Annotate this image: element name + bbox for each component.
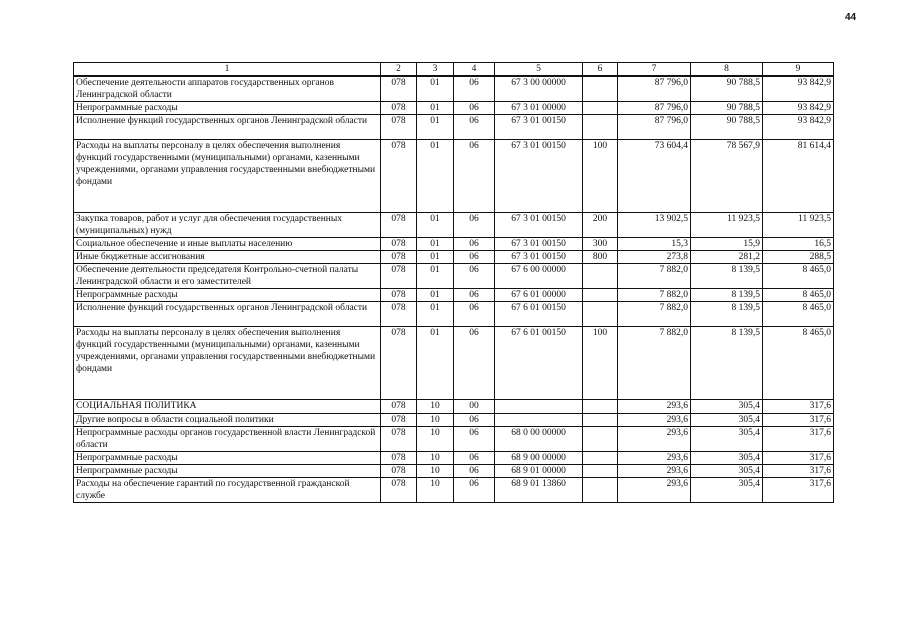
row-name: Расходы на выплаты персоналу в целях обеспечения выполнения функций государственными (муниципальными) органами, казенными учреждениями, органами управления государственными внебюджетными фондами (74, 327, 381, 400)
col-3-cell: 10 (417, 400, 454, 414)
col-7-cell: 7 882,0 (618, 327, 691, 400)
table-row (74, 414, 834, 427)
col-3-cell: 10 (417, 465, 454, 478)
col-3-cell: 10 (417, 478, 454, 503)
table-body (74, 76, 834, 503)
col-9-cell: 8 465,0 (763, 302, 834, 327)
col-9-cell: 11 923,5 (763, 213, 834, 238)
col-6-cell (583, 414, 618, 427)
col-6-cell (583, 102, 618, 115)
col-6-cell (583, 427, 618, 452)
row-name: Исполнение функций государственных органов Ленинградской области (74, 302, 381, 327)
col-4-cell: 06 (454, 289, 495, 302)
col-2-cell: 078 (381, 465, 417, 478)
col-4-cell: 06 (454, 76, 495, 102)
row-name: Непрограммные расходы (74, 102, 381, 115)
col-7-cell: 7 882,0 (618, 264, 691, 289)
col-3-cell: 10 (417, 414, 454, 427)
col-7-cell: 293,6 (618, 478, 691, 503)
col-2-cell: 078 (381, 102, 417, 115)
col-2-cell: 078 (381, 400, 417, 414)
row-name: Расходы на обеспечение гарантий по государственной гражданской службе (74, 478, 381, 503)
table-row (74, 327, 834, 400)
col-5-cell: 67 3 01 00150 (495, 251, 583, 264)
col-9-cell: 317,6 (763, 427, 834, 452)
header-row (74, 63, 834, 77)
col-3-cell: 01 (417, 115, 454, 140)
col-6-cell: 800 (583, 251, 618, 264)
col-8-cell: 8 139,5 (691, 264, 763, 289)
table-header (74, 63, 834, 77)
col-6-cell (583, 289, 618, 302)
table-row (74, 238, 834, 251)
col-5-cell: 67 3 01 00150 (495, 238, 583, 251)
header-col-4: 4 (454, 63, 495, 77)
col-8-cell: 78 567,9 (691, 140, 763, 213)
col-6-cell (583, 452, 618, 465)
col-3-cell: 10 (417, 452, 454, 465)
col-3-cell: 01 (417, 213, 454, 238)
table-row (74, 140, 834, 213)
col-9-cell: 93 842,9 (763, 102, 834, 115)
table-row (74, 264, 834, 289)
table-row (74, 115, 834, 140)
col-8-cell: 15,9 (691, 238, 763, 251)
col-4-cell: 00 (454, 400, 495, 414)
col-6-cell: 100 (583, 327, 618, 400)
col-3-cell: 01 (417, 327, 454, 400)
table-row (74, 251, 834, 264)
col-9-cell: 317,6 (763, 465, 834, 478)
col-2-cell: 078 (381, 140, 417, 213)
col-6-cell (583, 465, 618, 478)
col-7-cell: 293,6 (618, 465, 691, 478)
header-col-6: 6 (583, 63, 618, 77)
col-6-cell (583, 76, 618, 102)
col-7-cell: 293,6 (618, 452, 691, 465)
col-9-cell: 93 842,9 (763, 115, 834, 140)
col-8-cell: 90 788,5 (691, 102, 763, 115)
header-col-9: 9 (763, 63, 834, 77)
col-4-cell: 06 (454, 465, 495, 478)
col-8-cell: 11 923,5 (691, 213, 763, 238)
col-9-cell: 317,6 (763, 478, 834, 503)
row-name: Обеспечение деятельности аппаратов государственных органов Ленинградской области (74, 76, 381, 102)
table-row (74, 427, 834, 452)
col-2-cell: 078 (381, 213, 417, 238)
col-3-cell: 10 (417, 427, 454, 452)
row-name: Непрограммные расходы органов государственной власти Ленинградской области (74, 427, 381, 452)
row-name: Расходы на выплаты персоналу в целях обеспечения выполнения функций государственными (муниципальными) органами, казенными учреждениями, органами управления государственными внебюджетными фондами (74, 140, 381, 213)
col-7-cell: 73 604,4 (618, 140, 691, 213)
col-7-cell: 293,6 (618, 414, 691, 427)
col-8-cell: 305,4 (691, 414, 763, 427)
page-number: 44 (845, 12, 857, 23)
header-col-5: 5 (495, 63, 583, 77)
col-7-cell: 87 796,0 (618, 115, 691, 140)
col-2-cell: 078 (381, 264, 417, 289)
table-row (74, 213, 834, 238)
col-9-cell: 93 842,9 (763, 76, 834, 102)
col-3-cell: 01 (417, 238, 454, 251)
col-5-cell (495, 414, 583, 427)
col-9-cell: 8 465,0 (763, 289, 834, 302)
col-9-cell: 81 614,4 (763, 140, 834, 213)
col-9-cell: 288,5 (763, 251, 834, 264)
col-8-cell: 8 139,5 (691, 289, 763, 302)
col-6-cell (583, 115, 618, 140)
col-8-cell: 8 139,5 (691, 327, 763, 400)
col-9-cell: 317,6 (763, 414, 834, 427)
col-2-cell: 078 (381, 427, 417, 452)
col-8-cell: 305,4 (691, 427, 763, 452)
col-2-cell: 078 (381, 251, 417, 264)
table-row (74, 465, 834, 478)
col-9-cell: 8 465,0 (763, 327, 834, 400)
col-7-cell: 7 882,0 (618, 302, 691, 327)
col-2-cell: 078 (381, 238, 417, 251)
col-7-cell: 293,6 (618, 400, 691, 414)
col-8-cell: 305,4 (691, 465, 763, 478)
col-2-cell: 078 (381, 76, 417, 102)
row-name: СОЦИАЛЬНАЯ ПОЛИТИКА (74, 400, 381, 414)
col-5-cell: 67 3 01 00000 (495, 102, 583, 115)
col-6-cell: 300 (583, 238, 618, 251)
row-name: Непрограммные расходы (74, 452, 381, 465)
table-row (74, 400, 834, 414)
col-3-cell: 01 (417, 140, 454, 213)
col-7-cell: 273,8 (618, 251, 691, 264)
row-name: Другие вопросы в области социальной политики (74, 414, 381, 427)
col-2-cell: 078 (381, 414, 417, 427)
col-8-cell: 305,4 (691, 478, 763, 503)
col-8-cell: 90 788,5 (691, 115, 763, 140)
col-7-cell: 15,3 (618, 238, 691, 251)
col-4-cell: 06 (454, 251, 495, 264)
col-4-cell: 06 (454, 327, 495, 400)
col-4-cell: 06 (454, 213, 495, 238)
col-2-cell: 078 (381, 289, 417, 302)
table-row (74, 478, 834, 503)
col-4-cell: 06 (454, 478, 495, 503)
col-6-cell (583, 302, 618, 327)
col-8-cell: 305,4 (691, 400, 763, 414)
col-4-cell: 06 (454, 452, 495, 465)
row-name: Исполнение функций государственных органов Ленинградской области (74, 115, 381, 140)
col-4-cell: 06 (454, 102, 495, 115)
col-5-cell: 67 3 01 00150 (495, 140, 583, 213)
col-3-cell: 01 (417, 76, 454, 102)
col-5-cell: 67 3 01 00150 (495, 115, 583, 140)
col-5-cell (495, 400, 583, 414)
col-5-cell: 67 3 00 00000 (495, 76, 583, 102)
col-9-cell: 317,6 (763, 452, 834, 465)
col-4-cell: 06 (454, 427, 495, 452)
col-3-cell: 01 (417, 251, 454, 264)
col-7-cell: 13 902,5 (618, 213, 691, 238)
row-name: Иные бюджетные ассигнования (74, 251, 381, 264)
col-9-cell: 16,5 (763, 238, 834, 251)
table-row (74, 302, 834, 327)
col-4-cell: 06 (454, 140, 495, 213)
col-7-cell: 7 882,0 (618, 289, 691, 302)
header-col-2: 2 (381, 63, 417, 77)
col-9-cell: 8 465,0 (763, 264, 834, 289)
col-7-cell: 87 796,0 (618, 102, 691, 115)
col-5-cell: 68 0 00 00000 (495, 427, 583, 452)
col-5-cell: 67 6 01 00150 (495, 302, 583, 327)
header-col-7: 7 (618, 63, 691, 77)
col-8-cell: 305,4 (691, 452, 763, 465)
col-4-cell: 06 (454, 302, 495, 327)
col-5-cell: 67 3 01 00150 (495, 213, 583, 238)
table-row (74, 76, 834, 102)
col-6-cell: 100 (583, 140, 618, 213)
col-2-cell: 078 (381, 452, 417, 465)
col-7-cell: 87 796,0 (618, 76, 691, 102)
col-7-cell: 293,6 (618, 427, 691, 452)
col-8-cell: 90 788,5 (691, 76, 763, 102)
col-5-cell: 68 9 00 00000 (495, 452, 583, 465)
budget-table (73, 62, 834, 503)
col-3-cell: 01 (417, 102, 454, 115)
col-6-cell (583, 400, 618, 414)
col-3-cell: 01 (417, 289, 454, 302)
row-name: Социальное обеспечение и иные выплаты населению (74, 238, 381, 251)
col-2-cell: 078 (381, 115, 417, 140)
col-6-cell: 200 (583, 213, 618, 238)
row-name: Непрограммные расходы (74, 289, 381, 302)
col-5-cell: 67 6 00 00000 (495, 264, 583, 289)
col-5-cell: 67 6 01 00000 (495, 289, 583, 302)
col-6-cell (583, 478, 618, 503)
row-name: Обеспечение деятельности председателя Контрольно-счетной палаты Ленинградской области и его заместителей (74, 264, 381, 289)
col-5-cell: 67 6 01 00150 (495, 327, 583, 400)
header-col-8: 8 (691, 63, 763, 77)
col-3-cell: 01 (417, 264, 454, 289)
header-col-3: 3 (417, 63, 454, 77)
col-2-cell: 078 (381, 478, 417, 503)
col-6-cell (583, 264, 618, 289)
col-8-cell: 8 139,5 (691, 302, 763, 327)
col-4-cell: 06 (454, 264, 495, 289)
col-5-cell: 68 9 01 00000 (495, 465, 583, 478)
row-name: Непрограммные расходы (74, 465, 381, 478)
row-name: Закупка товаров, работ и услуг для обеспечения государственных (муниципальных) нужд (74, 213, 381, 238)
col-4-cell: 06 (454, 115, 495, 140)
col-9-cell: 317,6 (763, 400, 834, 414)
table-row (74, 102, 834, 115)
table-row (74, 452, 834, 465)
col-2-cell: 078 (381, 302, 417, 327)
col-2-cell: 078 (381, 327, 417, 400)
col-8-cell: 281,2 (691, 251, 763, 264)
table-row (74, 289, 834, 302)
col-4-cell: 06 (454, 238, 495, 251)
col-4-cell: 06 (454, 414, 495, 427)
header-col-1: 1 (74, 63, 381, 77)
col-5-cell: 68 9 01 13860 (495, 478, 583, 503)
col-3-cell: 01 (417, 302, 454, 327)
